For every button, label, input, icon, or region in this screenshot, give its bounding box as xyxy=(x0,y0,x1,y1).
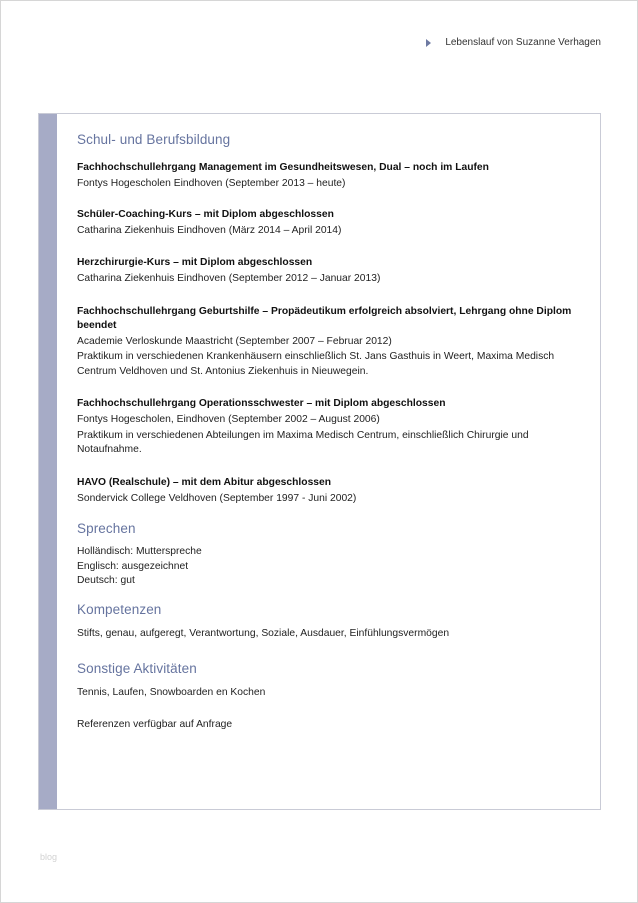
entry-line: Catharina Ziekenhuis Eindhoven (September 2012 – Januar 2013) xyxy=(77,273,381,284)
education-heading: Schul- und Berufsbildung xyxy=(77,132,231,147)
education-entry xyxy=(77,476,590,507)
entry-title: Fachhochschullehrgang Operationsschwester – mit Diplom abgeschlossen xyxy=(77,398,446,409)
education-entry xyxy=(77,161,590,192)
language-item: Holländisch: Mutterspreche xyxy=(77,546,202,557)
cv-content xyxy=(77,132,590,732)
activities-heading: Sonstige Aktivitäten xyxy=(77,661,197,676)
entry-line: Catharina Ziekenhuis Eindhoven (März 2014 – April 2014) xyxy=(77,224,342,236)
watermark: blog xyxy=(40,852,58,862)
entry-title: Fachhochschullehrgang Management im Gesundheitswesen, Dual – noch im Laufen xyxy=(77,162,489,173)
language-item: Englisch: ausgezeichnet xyxy=(77,560,189,572)
entry-line: Fontys Hogescholen Eindhoven (September 2013 – heute) xyxy=(77,178,346,189)
entry-line: Sondervick College Veldhoven (September 1997 - Juni 2002) xyxy=(77,492,357,504)
education-entry xyxy=(77,256,590,287)
skills-text: Stifts, genau, aufgeregt, Verantwortung, Soziale, Ausdauer, Einfühlungsvermögen xyxy=(77,627,450,639)
entry-line: Academie Verloskunde Maastricht (September 2007 – Februar 2012) xyxy=(77,335,392,347)
references-text: Referenzen verfügbar auf Anfrage xyxy=(77,718,233,730)
languages-heading: Sprechen xyxy=(77,521,136,536)
entry-line: Fontys Hogescholen, Eindhoven (September 2002 – August 2006) xyxy=(77,414,380,425)
entry-title: HAVO (Realschule) – mit dem Abitur abgeschlossen xyxy=(77,476,332,488)
side-accent-bar xyxy=(39,114,57,809)
education-entry xyxy=(77,208,590,239)
cv-content-box xyxy=(38,113,601,810)
entry-line: Praktikum in verschiedenen Abteilungen im Maxima Medisch Centrum, einschließlich Chirurgie und Notaufnahme. xyxy=(77,429,529,455)
page-header xyxy=(426,37,601,48)
language-item: Deutsch: gut xyxy=(77,575,135,586)
triangle-bullet-icon xyxy=(426,39,431,47)
entry-title: Schüler-Coaching-Kurs – mit Diplom abgeschlossen xyxy=(77,208,334,220)
skills-heading: Kompetenzen xyxy=(77,601,162,617)
entry-title: Herzchirurgie-Kurs – mit Diplom abgeschlossen xyxy=(77,257,313,268)
entry-title: Fachhochschullehrgang Geburtshilfe – Propädeutikum erfolgreich absolviert, Lehrgang ohne Diplom beendet xyxy=(77,305,572,331)
education-entry xyxy=(77,397,590,458)
header-title: Lebenslauf von Suzanne Verhagen xyxy=(445,37,601,48)
activities-text: Tennis, Laufen, Snowboarden en Kochen xyxy=(77,687,266,698)
education-entry xyxy=(77,305,590,380)
entry-line: Praktikum in verschiedenen Krankenhäusern einschließlich St. Jans Gasthuis in Weert, Maxima Medisch Centrum Veldhoven und St. Antonius Ziekenhuis in Nieuwegein. xyxy=(77,351,555,377)
languages-list xyxy=(77,545,590,589)
